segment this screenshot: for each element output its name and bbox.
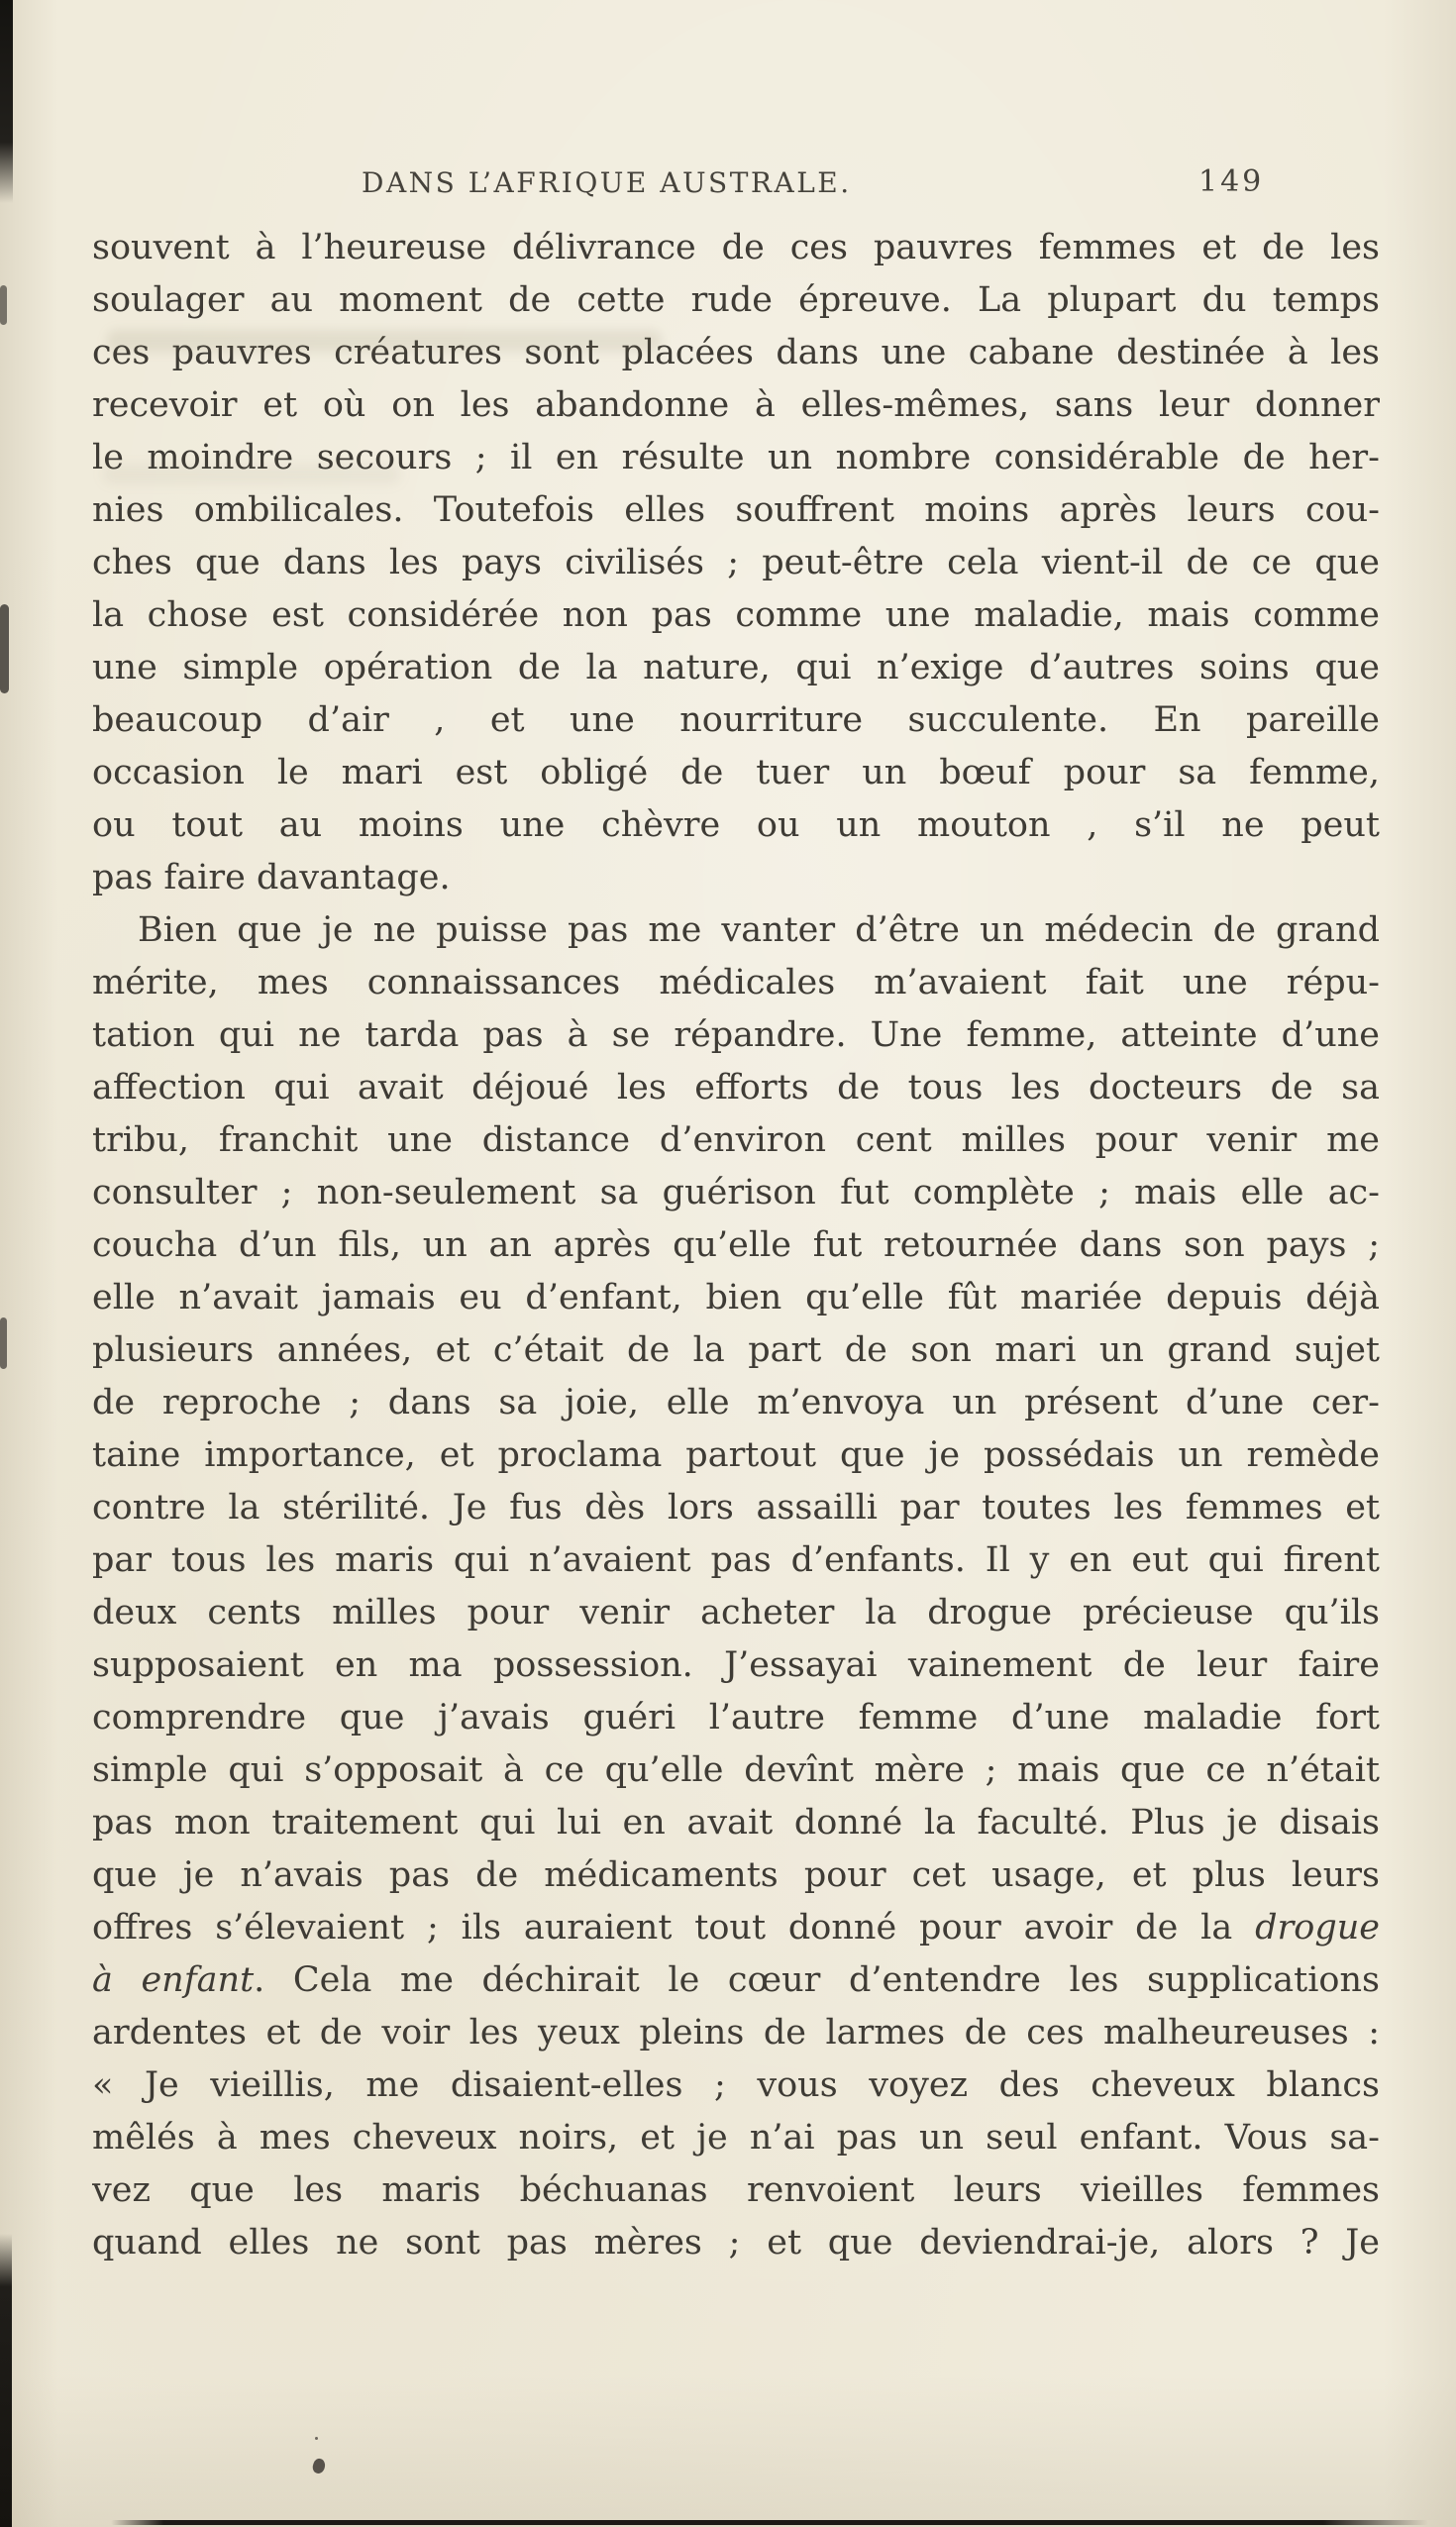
text-line: ou tout au moins une chèvre ou un mouton , s’il ne peut: [92, 805, 1380, 845]
text-line: pas mon traitement qui lui en avait donné la faculté. Plus je disais: [92, 1803, 1380, 1843]
text-line: simple qui s’opposait à ce qu’elle devînt mère ; mais que ce n’était: [92, 1750, 1380, 1790]
text-line: à enfant. Cela me déchirait le cœur d’entendre les supplications: [92, 1960, 1380, 2000]
text-line: Bien que je ne puisse pas me vanter d’être un médecin de grand: [138, 910, 1380, 950]
text-block: [92, 222, 1380, 2269]
ink-speck: [311, 2458, 327, 2475]
text-line: mérite, mes connaissances médicales m’avaient fait une répu-: [92, 963, 1380, 1002]
text-line: offres s’élevaient ; ils auraient tout donné pour avoir de la drogue: [92, 1908, 1380, 1948]
text-line: vez que les maris béchuanas renvoient leurs vieilles femmes: [92, 2170, 1380, 2210]
text-line: ces pauvres créatures sont placées dans une cabane destinée à les: [92, 333, 1380, 372]
text-line: affection qui avait déjoué les efforts de tous les docteurs de sa: [92, 1068, 1380, 1107]
scan-edge-artifact: [0, 0, 13, 203]
scan-edge-artifact: [0, 1317, 7, 1369]
scan-bottom-edge: [111, 2520, 1428, 2525]
text-line: contre la stérilité. Je fus dès lors assailli par toutes les femmes et: [92, 1488, 1380, 1527]
paragraph: [92, 222, 1380, 904]
text-line: consulter ; non-seulement sa guérison fut complète ; mais elle ac-: [92, 1173, 1380, 1212]
text-line: beaucoup d’air , et une nourriture succulente. En pareille: [92, 700, 1380, 740]
text-line: de reproche ; dans sa joie, elle m’envoya un présent d’une cer-: [92, 1383, 1380, 1422]
text-line: par tous les maris qui n’avaient pas d’enfants. Il y en eut qui firent: [92, 1540, 1380, 1580]
text-line: pas faire davantage.: [92, 858, 451, 897]
page-number: 149: [1198, 164, 1265, 199]
text-line: la chose est considérée non pas comme une maladie, mais comme: [92, 595, 1380, 635]
text-line: ches que dans les pays civilisés ; peut-être cela vient-il de ce que: [92, 543, 1380, 582]
text-line: une simple opération de la nature, qui n’exige d’autres soins que: [92, 648, 1380, 687]
text-line: comprendre que j’avais guéri l’autre femme d’une maladie fort: [92, 1698, 1380, 1737]
text-line: nies ombilicales. Toutefois elles souffrent moins après leurs cou-: [92, 490, 1380, 530]
running-title: DANS L’AFRIQUE AUSTRALE.: [362, 166, 852, 199]
text-line: ardentes et de voir les yeux pleins de larmes de ces malheureuses :: [92, 2013, 1380, 2053]
text-line: supposaient en ma possession. J’essayai vainement de leur faire: [92, 1645, 1380, 1685]
scan-edge-artifact: [0, 2234, 12, 2527]
ink-showthrough-smudge: [103, 466, 400, 483]
text-line: « Je vieillis, me disaient-elles ; vous voyez des cheveux blancs: [92, 2065, 1380, 2105]
running-head: [0, 0, 1456, 218]
text-line: elle n’avait jamais eu d’enfant, bien qu’elle fût mariée depuis déjà: [92, 1278, 1380, 1317]
text-line: que je n’avais pas de médicaments pour cet usage, et plus leurs: [92, 1855, 1380, 1895]
text-line: coucha d’un fils, un an après qu’elle fut retournée dans son pays ;: [92, 1225, 1380, 1265]
italic-term: à enfant: [92, 1960, 255, 2000]
text-line: occasion le mari est obligé de tuer un bœuf pour sa femme,: [92, 753, 1380, 792]
scan-edge-artifact: [0, 285, 7, 325]
text-line: souvent à l’heureuse délivrance de ces pauvres femmes et de les: [92, 228, 1380, 267]
text-line: soulager au moment de cette rude épreuve. La plupart du temps: [92, 280, 1380, 320]
ink-showthrough-smudge: [107, 330, 662, 352]
text-line: tation qui ne tarda pas à se répandre. Une femme, atteinte d’une: [92, 1015, 1380, 1055]
text-line: taine importance, et proclama partout que je possédais un remède: [92, 1435, 1380, 1475]
text-line: quand elles ne sont pas mères ; et que deviendrai-je, alors ? Je: [92, 2223, 1380, 2263]
text-line: plusieurs années, et c’était de la part de son mari un grand sujet: [92, 1330, 1380, 1370]
scan-edge-artifact: [0, 604, 9, 693]
text-line: tribu, franchit une distance d’environ cent milles pour venir me: [92, 1120, 1380, 1160]
ink-speck: [315, 2437, 318, 2440]
text-line: mêlés à mes cheveux noirs, et je n’ai pas un seul enfant. Vous sa-: [92, 2118, 1380, 2158]
paragraph: [92, 904, 1380, 2269]
text-line: recevoir et où on les abandonne à elles-mêmes, sans leur donner: [92, 385, 1380, 425]
italic-term: drogue: [1255, 1908, 1380, 1948]
text-line: le moindre secours ; il en résulte un nombre considérable de her-: [92, 438, 1380, 477]
text-line: deux cents milles pour venir acheter la drogue précieuse qu’ils: [92, 1593, 1380, 1632]
